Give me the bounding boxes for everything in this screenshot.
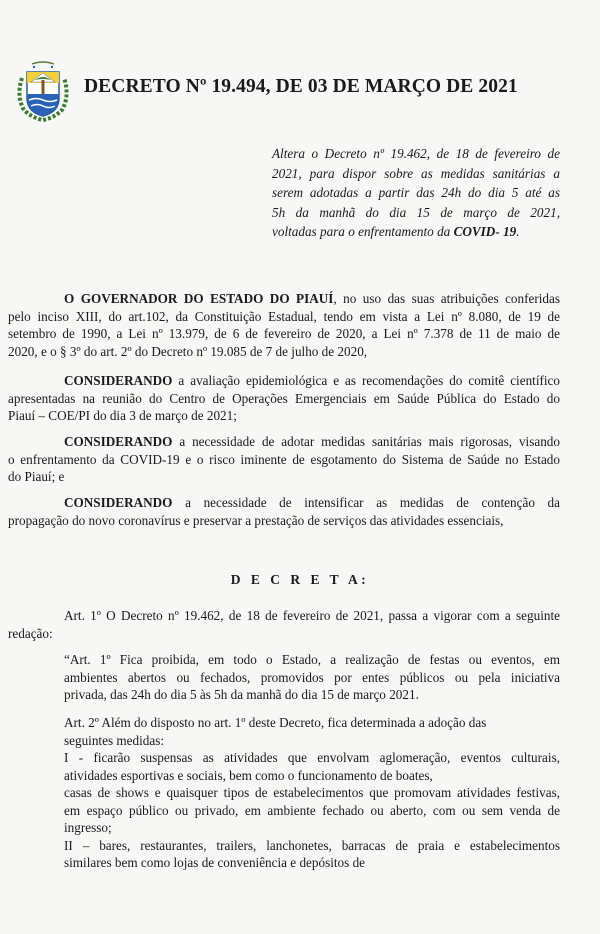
amended-line: Art. 2º Além do disposto no art. 1º deste Decreto, fica determinada a adoção das [64,715,487,730]
considerando-keyword: CONSIDERANDO [64,434,173,449]
piaui-state-coat-of-arms-icon [14,60,72,122]
amended-line: II – bares, restaurantes, trailers, lanchonetes, barracas de praia e estabelecimentos [64,837,560,853]
covid-term: COVID- 19 [453,224,517,239]
summary-line: Altera o Decreto nº 19.462, de 18 de fevereiro de [272,146,560,161]
summary-period: . [516,224,520,239]
amended-line: ambientes abertos ou fechados, promovidos por entes públicos ou pela iniciativa [64,669,560,685]
decreta-heading: D E C R E T A: [230,572,370,587]
amended-line: I - ficarão suspensas as atividades que envolvam aglomeração, eventos culturais, [64,750,560,765]
amended-line: atividades esportivas e sociais, bem como o funcionamento de boates, [64,767,433,783]
considerando-paragraph [8,372,560,425]
article-1-text: Art. 1º O Decreto nº 19.462, de 18 de fevereiro de 2021, passa a vigorar com a seguinte [64,608,560,623]
summary-text: voltadas para o enfrentamento da [272,224,454,239]
preamble-line: pelo inciso XIII, do art.102, da Constituição Estadual, tendo em vista a Lei nº 8.080, de 19 de [8,308,560,324]
considerando-line: Piauí – COE/PI do dia 3 de março de 2021; [8,408,237,423]
amended-line: similares bem como lojas de conveniência e depósitos de [64,855,366,870]
summary-line [272,222,560,242]
considerando-text: a avaliação epidemiológica e as recomendações do comitê científico [172,373,560,388]
considerando-line: apresentadas na reunião do Centro de Operações Emergenciais em Saúde Pública do Estado do [8,390,560,406]
page-title: DECRETO Nº 19.494, DE 03 DE MARÇO DE 2021 [84,76,518,97]
preamble-text: , no uso das suas atribuições conferidas [333,291,561,306]
considerando-line: propagação do novo coronavírus e preservar a prestação de serviços das atividades essenciais, [8,512,504,528]
amended-article-1 [64,651,560,704]
preamble-line: setembro de 1990, a Lei nº 13.979, de 6 de fevereiro de 2020, a Lei nº 7.378 de 11 de maio de [8,326,560,341]
amended-line: em espaço público ou privado, em ambiente fechado ou aberto, com ou sem venda de [64,802,560,818]
considerando-text: a necessidade de intensificar as medidas de contenção da [172,495,560,510]
considerando-text: a necessidade de adotar medidas sanitárias mais rigorosas, visando [172,434,560,449]
governor-heading: O GOVERNADOR DO ESTADO DO PIAUÍ [64,291,334,306]
considerando-keyword: CONSIDERANDO [64,495,173,510]
amended-line: seguintes medidas: [64,732,164,748]
considerando-line: do Piauí; e [8,469,65,484]
summary-line: serem adotadas a partir das 24h do dia 5 até as [272,185,560,200]
summary-line: 5h da manhã do dia 15 de março de 2021, [272,204,560,220]
article-1-line: redação: [8,625,53,641]
article-1-paragraph [8,607,560,642]
preamble-line: 2020, e o § 3º do art. 2º do Decreto nº 19.085 de 7 de julho de 2020, [8,343,368,359]
amended-line: “Art. 1º Fica proibida, em todo o Estado, a realização de festas ou eventos, em [64,652,560,667]
decree-summary [272,144,560,242]
considerando-line: o enfrentamento da COVID-19 e o risco iminente de esgotamento do Sistema de Saúde no Estado [8,451,560,467]
summary-line: 2021, para dispor sobre as medidas sanitárias a [272,165,560,181]
amended-line: casas de shows e quaisquer tipos de estabelecimentos que promovam atividades festivas, [64,785,560,800]
amended-article-2 [64,714,560,872]
considerando-paragraph [8,494,560,529]
preamble-paragraph [8,290,560,360]
considerando-paragraph [8,433,560,486]
considerando-keyword: CONSIDERANDO [64,373,173,388]
amended-line: privada, das 24h do dia 5 às 5h da manhã do dia 15 de março 2021. [64,687,419,702]
amended-line: ingresso; [64,820,112,835]
